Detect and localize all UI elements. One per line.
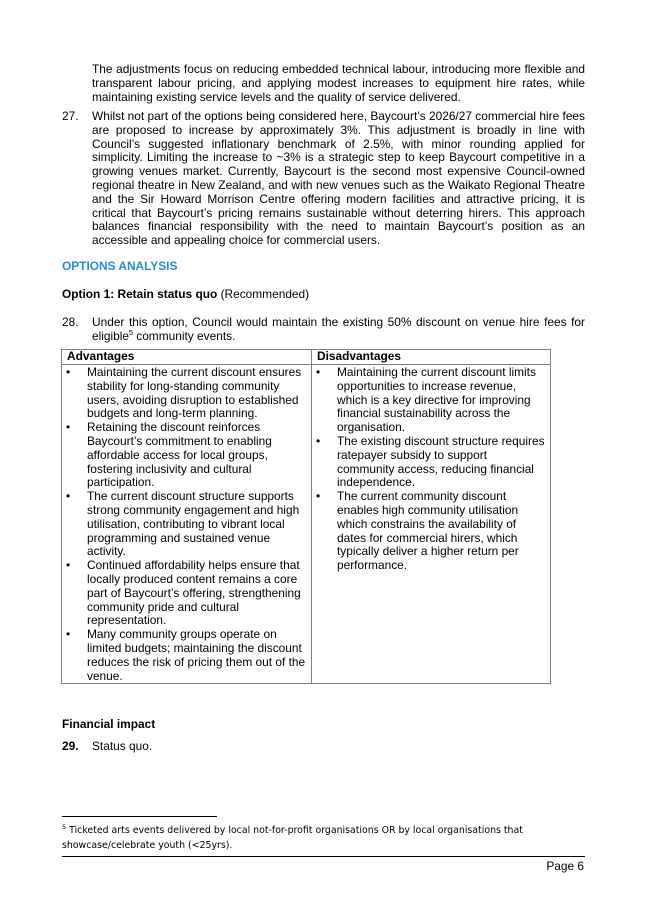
bullet-icon: • xyxy=(316,365,321,379)
advantages-header: Advantages xyxy=(62,350,312,365)
paragraph-28-text-a: Under this option, Council would maintain the existing 50% discount on venue hire fees for eligible xyxy=(92,315,585,343)
bullet-icon: • xyxy=(316,433,321,448)
list-item xyxy=(62,628,307,683)
page-number: Page 6 xyxy=(546,859,584,873)
paragraph-27: Whilst not part of the options being considered here, Baycourt’s 2026/27 commercial hire fees are proposed to increase by approximately 3%. This adjustment is broadly in line with Council’s suggested inflationary benchmark of 2.5%, with minor rounding applied for simplicity. Limiting the increase to ~3% is a strategic step to keep Baycourt competitive in a growing venues market. Currently, Baycourt is the second most expensive Council-owned regional theatre in New Zealand, and with new venues such as the Waikato Regional Theatre and the Sir Howard Morrison Centre offering modern facilities and attractive pricing, it is critical that Baycourt’s pricing remains sustainable without deterring hirers. This approach balances financial responsibility with the need to maintain Baycourt’s position as an accessible and appealing choice for commercial users. xyxy=(92,109,585,248)
bullet-icon: • xyxy=(66,365,71,379)
intro-paragraph: The adjustments focus on reducing embedded technical labour, introducing more flexible and transparent labour pricing, and applying modest increases to equipment hire rates, while maintaining existing service levels and the quality of service delivered. xyxy=(92,62,585,104)
advantage-text: Maintaining the current discount ensures stability for long-standing community users, avoiding disruption to established budgets and long-term planning. xyxy=(87,365,302,421)
list-item xyxy=(62,559,307,628)
disadvantage-text: Maintaining the current discount limits opportunities to increase revenue, which is a key directive for improving financial sustainability across the organisation. xyxy=(337,365,536,435)
options-analysis-heading: OPTIONS ANALYSIS xyxy=(62,259,178,273)
paragraph-number-29: 29. xyxy=(62,739,79,753)
disadvantage-text: The existing discount structure requires ratepayer subsidy to support community access, reducing financial independence. xyxy=(337,433,545,490)
list-item xyxy=(312,366,546,435)
advantage-text: Continued affordability helps ensure that locally produced content remains a core part of Baycourt’s offering, strengthening community pride and cultural representation. xyxy=(87,558,301,628)
paragraph-number-28: 28. xyxy=(62,315,79,329)
paragraph-28 xyxy=(92,316,585,344)
list-item xyxy=(312,490,546,573)
table-row xyxy=(62,365,551,684)
financial-impact-heading: Financial impact xyxy=(62,717,156,731)
list-item xyxy=(62,421,307,490)
disadvantages-cell xyxy=(312,365,551,684)
advantages-list xyxy=(62,366,311,683)
advantage-text: Retaining the discount reinforces Baycourt’s commitment to enabling affordable access for local groups, fostering inclusivity and cultural participation. xyxy=(87,420,272,490)
advantages-cell xyxy=(62,365,312,684)
paragraph-29: Status quo. xyxy=(92,739,153,753)
footer-divider xyxy=(62,856,585,857)
disadvantage-text: The current community discount enables high community utilisation which constrains the availability of dates for commercial hirers, which typically deliver a higher return per performance. xyxy=(337,489,519,573)
disadvantages-header: Disadvantages xyxy=(312,350,551,365)
bullet-icon: • xyxy=(66,627,71,642)
list-item xyxy=(62,366,307,421)
bullet-icon: • xyxy=(66,420,71,435)
bullet-icon: • xyxy=(66,489,71,504)
footnote-ref-5: 5 xyxy=(129,329,133,337)
advantage-text: Many community groups operate on limited budgets; maintaining the discount reduces the risk of pricing them out of the venue. xyxy=(87,627,306,683)
footnote-number: 5 xyxy=(62,822,67,831)
table-header-row xyxy=(62,350,551,365)
advantages-disadvantages-table xyxy=(61,349,551,684)
footnote-text: Ticketed arts events delivered by local not-for-profit organisations OR by local organisations that showcase/celebrate youth (<25yrs). xyxy=(62,825,523,851)
paragraph-28-text-b: community events. xyxy=(136,328,236,343)
footnote-5 xyxy=(62,823,587,853)
bullet-icon: • xyxy=(66,558,71,573)
disadvantages-list xyxy=(312,366,550,573)
option-1-recommended: (Recommended) xyxy=(220,287,310,301)
option-1-heading xyxy=(62,287,309,301)
paragraph-number-27: 27. xyxy=(62,109,79,123)
advantage-text: The current discount structure supports strong community engagement and high utilisation, contributing to vibrant local programming and sustained venue activity. xyxy=(87,489,300,559)
option-1-title: Option 1: Retain status quo xyxy=(62,287,218,301)
bullet-icon: • xyxy=(316,489,321,504)
list-item xyxy=(312,435,546,490)
footnote-divider xyxy=(62,816,217,817)
list-item xyxy=(62,490,307,559)
